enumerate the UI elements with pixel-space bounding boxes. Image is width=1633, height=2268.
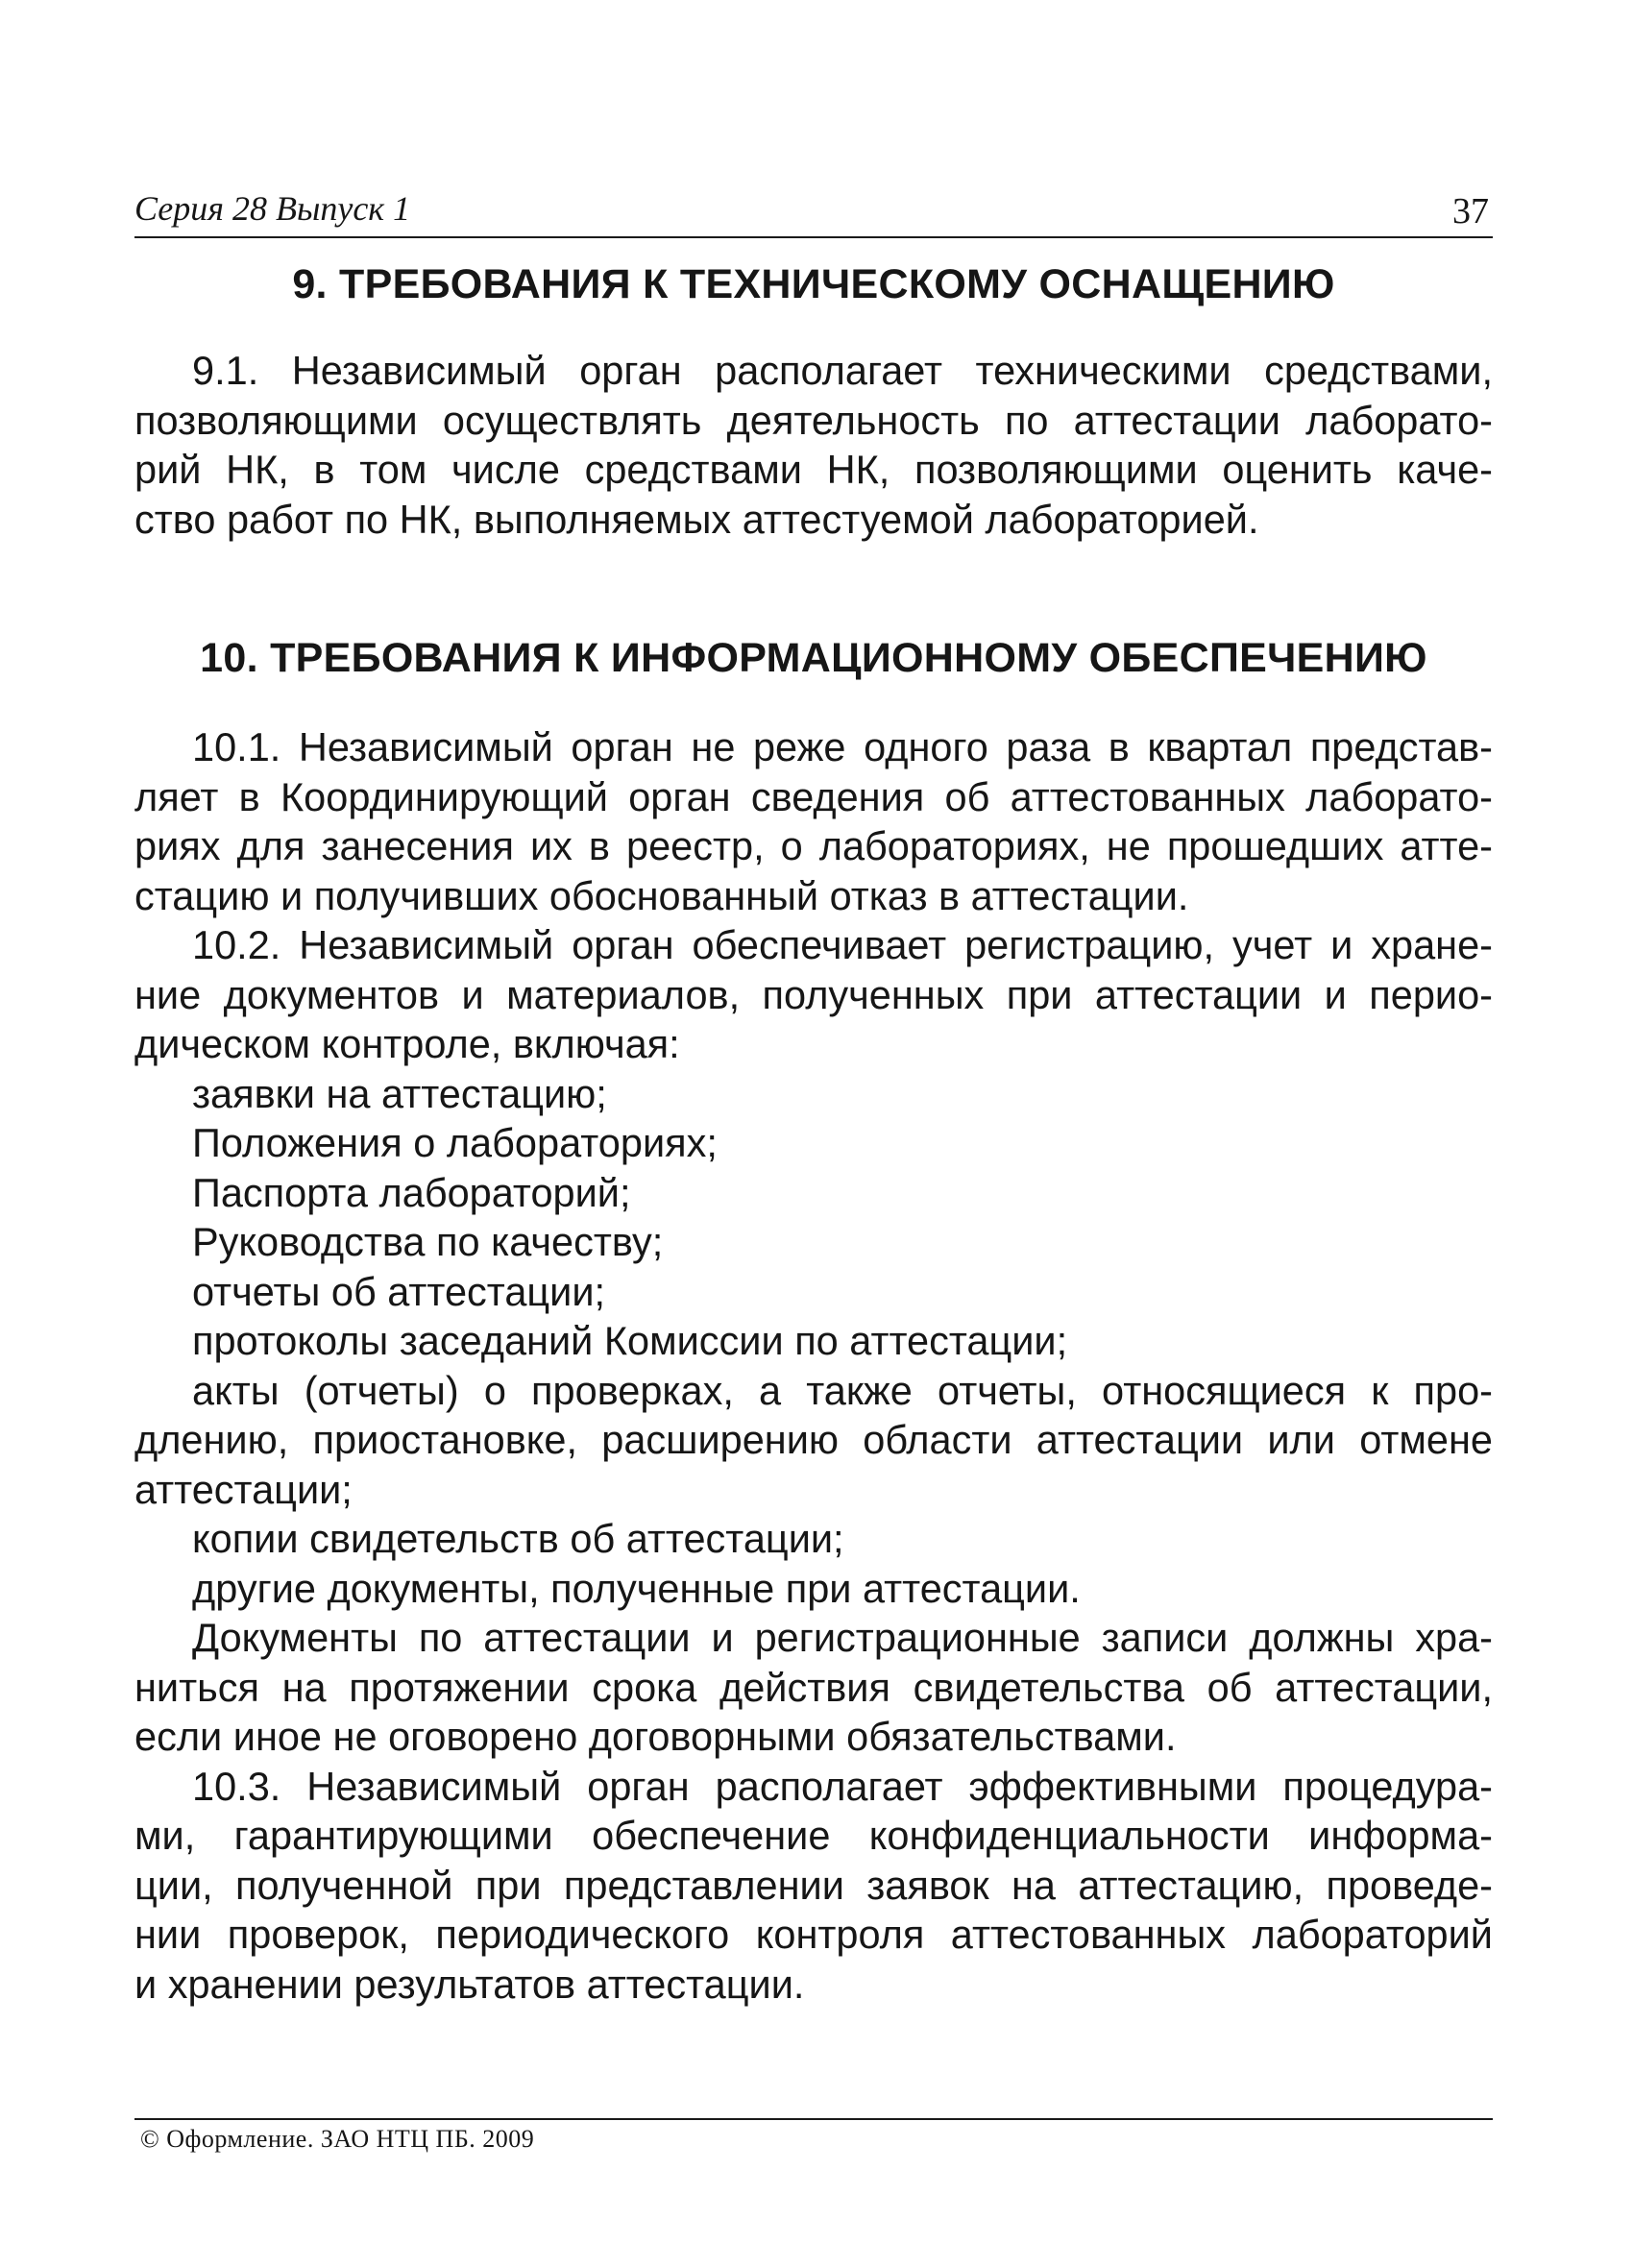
list-item: акты (отчеты) о проверках, а также отчеты, относящиеся к про- — [192, 1367, 1493, 1413]
text-line: если иное не оговорено договорными обязательствами. — [134, 1714, 1177, 1759]
text-line: 10.3. Независимый орган располагает эффективными процедура- — [192, 1763, 1493, 1809]
text-line: рий НК, в том числе средствами НК, позволяющими оценить каче- — [134, 447, 1493, 492]
list-item: заявки на аттестацию; — [192, 1070, 607, 1116]
text-line: нии проверок, периодического контроля аттестованных лабораторий — [134, 1912, 1493, 1957]
text-line: аттестации; — [134, 1466, 353, 1512]
text-line: ство работ по НК, выполняемых аттестуемой лабораторией. — [134, 496, 1259, 542]
footer-copyright: © Оформление. ЗАО НТЦ ПБ. 2009 — [140, 2125, 535, 2153]
text-line: Документы по аттестации и регистрационные записи должны хра- — [192, 1615, 1493, 1660]
text-line: и хранении результатов аттестации. — [134, 1961, 805, 2007]
section-9-heading: 9. ТРЕБОВАНИЯ К ТЕХНИЧЕСКОМУ ОСНАЩЕНИЮ — [292, 261, 1335, 307]
section-10-body — [134, 722, 1493, 2009]
list-item: Паспорта лабораторий; — [192, 1169, 631, 1215]
list-item: Руководства по качеству; — [192, 1219, 664, 1264]
series-label: Серия 28 Выпуск 1 — [134, 189, 411, 228]
list-item: Положения о лабораториях; — [192, 1120, 718, 1165]
list-item: копии свидетельств об аттестации; — [192, 1516, 844, 1561]
text-line: ниться на протяжении срока действия свидетельства об аттестации, — [134, 1664, 1493, 1710]
text-line: дическом контроле, включая: — [134, 1021, 680, 1066]
list-item: отчеты об аттестации; — [192, 1268, 606, 1314]
text-line: 10.1. Независимый орган не реже одного раза в квартал представ- — [192, 724, 1493, 769]
text-line: стацию и получивших обоснованный отказ в аттестации. — [134, 872, 1189, 918]
footer-rule — [134, 2118, 1493, 2120]
text-line: ми, гарантирующими обеспечение конфиденциальности информа- — [134, 1813, 1493, 1858]
text-line: 10.2. Независимый орган обеспечивает регистрацию, учет и хране- — [192, 922, 1493, 967]
text-line: ляет в Координирующий орган сведения об аттестованных лаборато- — [134, 773, 1493, 819]
section-10-heading: 10. ТРЕБОВАНИЯ К ИНФОРМАЦИОННОМУ ОБЕСПЕЧЕНИЮ — [200, 635, 1427, 681]
text-line: позволяющими осуществлять деятельность по аттестации лаборато- — [134, 397, 1493, 443]
text-line: 9.1. Независимый орган располагает техническими средствами, — [192, 348, 1493, 393]
section-9-body — [134, 346, 1493, 544]
running-header — [134, 188, 1493, 238]
list-item: другие документы, полученные при аттестации. — [192, 1565, 1081, 1611]
header-rule — [134, 236, 1493, 238]
page-number: 37 — [1452, 191, 1489, 232]
text-line: риях для занесения их в реестр, о лабораториях, не прошедших атте- — [134, 823, 1493, 868]
text-line: ции, полученной при представлении заявок на аттестацию, проведе- — [134, 1862, 1493, 1908]
text-line: ние документов и материалов, полученных при аттестации и перио- — [134, 971, 1493, 1017]
text-line: длению, приостановке, расширению области аттестации или отмене — [134, 1417, 1493, 1462]
list-item: протоколы заседаний Комиссии по аттестации; — [192, 1318, 1068, 1363]
